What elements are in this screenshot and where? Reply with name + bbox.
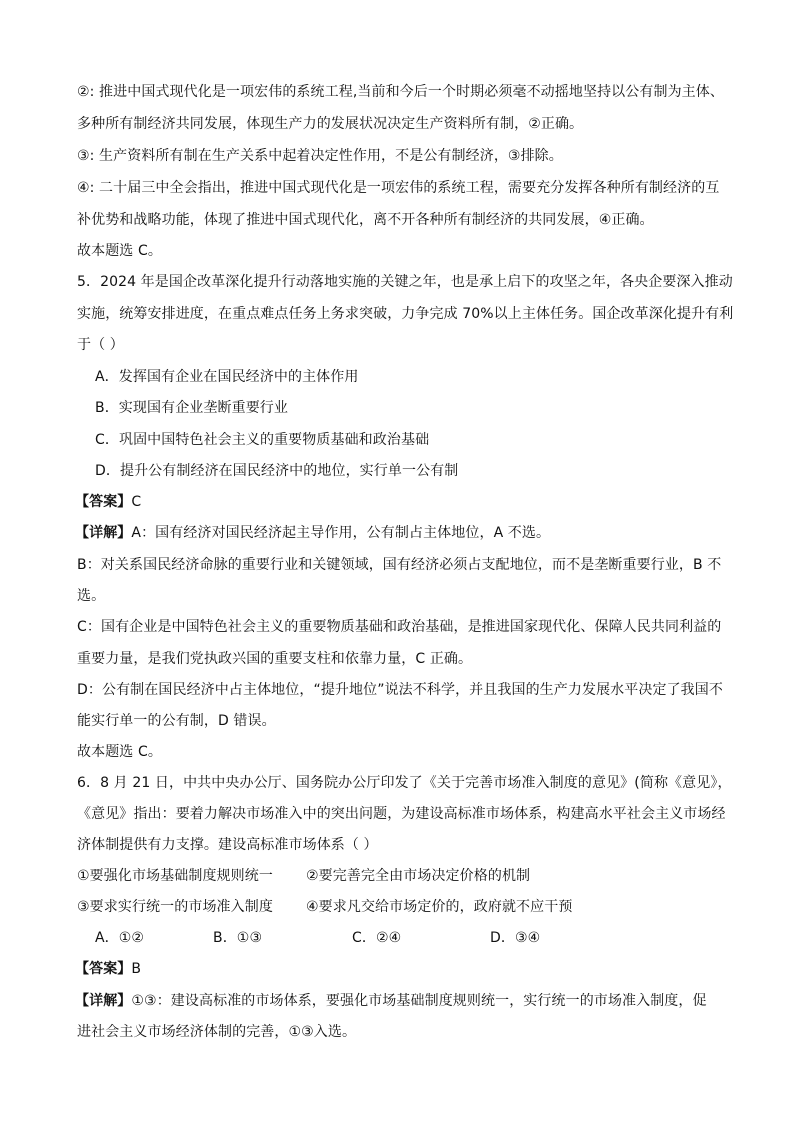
text-line: ④: 二十届三中全会指出，推进中国式现代化是一项宏伟的系统工程，需要充分发挥各种所有制经济的互 bbox=[77, 180, 720, 196]
statement-4: ④要求凡交给市场定价的，政府就不应干预 bbox=[306, 899, 573, 915]
detail-line: 能实行单一的公有制，D 错误。 bbox=[77, 713, 276, 729]
text-line: ③: 生产资料所有制在生产关系中起着决定性作用，不是公有制经济，③排除。 bbox=[77, 148, 563, 164]
answer-value: B bbox=[131, 961, 142, 977]
question-5-option-b: B．实现国有企业垄断重要行业 bbox=[95, 400, 289, 416]
statement-3: ③要求实行统一的市场准入制度 bbox=[77, 899, 273, 915]
question-5-stem: 实施，统筹安排进度，在重点难点任务上务求突破，力争完成 70%以上主体任务。国企改革深化提升有利 bbox=[77, 306, 734, 322]
question-5-option-a: A．发挥国有企业在国民经济中的主体作用 bbox=[95, 369, 359, 385]
detail-line: C：国有企业是中国特色社会主义的重要物质基础和政治基础，是推进国家现代化、保障人民共同利益的 bbox=[77, 619, 722, 635]
question-6-stem: 《意见》指出：要着力解决市场准入中的突出问题，为建设高标准市场体系，构建高水平社会主义市场经 bbox=[77, 806, 726, 822]
text-line: 补优势和战略功能，体现了推进中国式现代化，离不开各种所有制经济的共同发展，④正确。 bbox=[77, 212, 654, 228]
text-line: 多种所有制经济共同发展，体现生产力的发展状况决定生产资料所有制，②正确。 bbox=[77, 116, 584, 132]
text-line: ②: 推进中国式现代化是一项宏伟的系统工程,当前和今后一个时期必须毫不动摇地坚持以公有制为主体、 bbox=[77, 84, 724, 100]
question-6-stem: 6．8 月 21 日，中共中央办公厅、国务院办公厅印发了《关于完善市场准入制度的意见》(简称《意见》， bbox=[77, 775, 732, 791]
answer-value: C bbox=[131, 494, 142, 510]
detail-line: D：公有制在国民经济中占主体地位，“提升地位”说法不科学，并且我国的生产力发展水平决定了我国不 bbox=[77, 682, 723, 698]
detail-line: 故本题选 C。 bbox=[77, 744, 162, 760]
text-line: 故本题选 C。 bbox=[77, 243, 162, 259]
option-a: A．①② bbox=[95, 930, 145, 946]
answer-label: 【答案】 bbox=[75, 494, 132, 510]
detail-label: 【详解】 bbox=[75, 525, 132, 541]
statement-1: ①要强化市场基础制度规则统一 bbox=[77, 868, 273, 884]
option-d: D．③④ bbox=[490, 930, 541, 946]
answer-label: 【答案】 bbox=[75, 961, 132, 977]
question-5-detail bbox=[75, 524, 550, 542]
detail-text: A：国有经济对国民经济起主导作用，公有制占主体地位，A 不选。 bbox=[131, 525, 551, 541]
detail-line: 进社会主义市场经济体制的完善，①③入选。 bbox=[77, 1024, 357, 1040]
question-5-stem: 5．2024 年是国企改革深化提升行动落地实施的关键之年，也是承上启下的攻坚之年，各央企要深入推动 bbox=[77, 274, 733, 290]
question-5-option-c: C．巩固中国特色社会主义的重要物质基础和政治基础 bbox=[95, 432, 430, 448]
option-b: B．①③ bbox=[213, 930, 263, 946]
question-5-stem: 于（ ） bbox=[77, 337, 124, 353]
question-5-option-d: D．提升公有制经济在国民经济中的地位，实行单一公有制 bbox=[95, 463, 459, 479]
question-6-answer bbox=[75, 960, 141, 978]
detail-line: 选。 bbox=[77, 588, 106, 604]
detail-text: ①③：建设高标准的市场体系，要强化市场基础制度规则统一，实行统一的市场准入制度，促 bbox=[131, 993, 707, 1009]
detail-label: 【详解】 bbox=[75, 993, 132, 1009]
option-c: C．②④ bbox=[352, 930, 402, 946]
statement-2: ②要完善完全由市场决定价格的机制 bbox=[306, 868, 531, 884]
question-6-statement-row bbox=[77, 867, 530, 885]
detail-line: B：对关系国民经济命脉的重要行业和关键领域，国有经济必须占支配地位，而不是垄断重要行业，B 不 bbox=[77, 557, 722, 573]
question-5-answer bbox=[75, 493, 141, 511]
question-6-options bbox=[95, 929, 540, 947]
detail-line: 重要力量，是我们党执政兴国的重要支柱和依靠力量，C 正确。 bbox=[77, 651, 473, 667]
question-6-statement-row bbox=[77, 898, 572, 916]
question-6-detail bbox=[75, 992, 707, 1010]
question-6-stem: 济体制提供有力支撑。建设高标准市场体系（ ） bbox=[77, 837, 378, 853]
